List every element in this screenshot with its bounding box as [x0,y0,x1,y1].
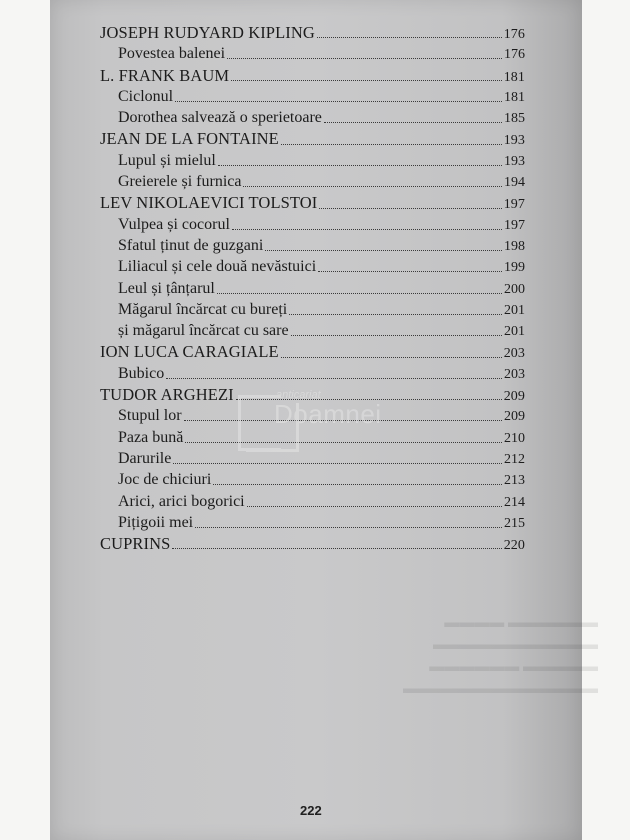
toc-author-entry [100,533,525,554]
dot-leader [195,523,502,528]
dot-leader [318,267,502,272]
dot-leader [281,353,502,358]
toc-entry-title: JEAN DE LA FONTAINE [100,129,279,149]
dot-leader [324,118,502,123]
dot-leader [243,182,502,187]
dot-leader [172,544,501,549]
toc-entry-page: 181 [503,69,525,85]
toc-story-entry [100,86,525,107]
toc-entry-page: 193 [504,153,525,169]
dot-leader [166,374,502,379]
toc-entry-title: ION LUCA CARAGIALE [100,342,279,362]
dot-leader [232,225,502,230]
dot-leader [317,33,502,38]
dot-leader [289,310,502,315]
toc-entry-title: Paza bună [118,428,184,446]
toc-entry-page: 209 [503,389,525,405]
toc-story-entry [100,150,525,171]
toc-entry-page: 185 [504,111,525,127]
dot-leader [281,140,502,145]
toc-entry-page: 200 [504,281,525,297]
toc-story-entry [100,469,525,490]
toc-story-entry [100,320,525,341]
dot-leader [265,246,502,251]
dot-leader [173,459,502,464]
dot-leader [218,161,502,166]
page-number: 222 [300,803,322,818]
toc-entry-page: 213 [504,473,525,489]
toc-story-entry [100,214,525,235]
toc-entry-page: 197 [504,217,525,233]
toc-entry-page: 194 [504,175,525,191]
toc-entry-page: 220 [503,538,525,554]
toc-story-entry [100,278,525,299]
toc-entry-page: 201 [504,324,525,340]
toc-entry-title: Dorothea salvează o sperietoare [118,109,322,127]
toc-entry-title: Lupul și mielul [118,151,216,169]
toc-entry-page: 203 [504,366,525,382]
dot-leader [213,480,502,485]
toc-entry-title: Sfatul ținut de guzgani [118,236,264,254]
dot-leader [175,97,502,102]
toc-entry-title: LEV NIKOLAEVICI TOLSTOI [100,193,318,213]
toc-entry-title: Arici, arici bogorici [118,492,245,510]
toc-story-entry [100,299,525,320]
toc-entry-title: Măgarul încărcat cu bureți [118,300,288,318]
toc-author-entry [100,128,525,149]
dot-leader [291,331,502,336]
toc-entry-page: 210 [504,430,525,446]
toc-entry-title: Bubico [118,364,165,382]
toc-entry-title: Darurile [118,449,172,467]
toc-author-entry [100,341,525,362]
toc-story-entry [100,235,525,256]
toc-entry-title: Liliacul și cele două nevăstuici [118,258,317,276]
dot-leader [227,54,502,59]
watermark-big-text: Doamnei [274,399,382,429]
toc-entry-title: Joc de chiciuri [118,471,212,489]
toc-entry-page: 209 [504,409,525,425]
toc-entry-title: JOSEPH RUDYARD KIPLING [100,23,315,42]
toc-entry-page: 176 [504,47,525,63]
toc-entry-title: Stupul lor [118,407,182,425]
toc-story-entry [100,107,525,128]
toc-entry-title: Povestea balenei [118,45,226,63]
toc-entry-title: și măgarul încărcat cu sare [118,322,289,340]
toc-entry-page: 199 [504,260,525,276]
toc-story-entry [100,256,525,277]
dot-leader [217,289,502,294]
show-through-text: ▬▬▬▬▬▬ ▬▬▬▬ ▬▬▬▬▬▬▬▬▬▬▬ ▬▬▬▬▬ ▬▬▬▬▬▬ ▬▬▬▬▬▬▬▬▬▬▬▬▬ [403,615,598,697]
toc-entry-page: 181 [504,89,525,105]
toc-entry-page: 214 [504,494,525,510]
toc-entry-title: TUDOR ARGHEZI [100,385,234,405]
toc-entry-page: 198 [504,238,525,254]
table-of-contents [100,22,525,554]
toc-entry-title: Greierele și furnica [118,173,242,191]
toc-author-entry [100,192,525,213]
toc-entry-title: Pițigoii mei [118,513,194,531]
watermark-small-text: anticariat [276,389,321,401]
toc-entry-page: 212 [504,451,525,467]
toc-story-entry [100,363,525,384]
toc-author-entry [100,22,525,43]
toc-story-entry [100,171,525,192]
dot-leader [319,204,501,209]
toc-entry-page: 176 [503,27,525,42]
toc-story-entry [100,512,525,533]
toc-entry-page: 193 [503,133,525,149]
toc-entry-title: L. FRANK BAUM [100,65,230,85]
dot-leader [231,76,501,81]
watermark-logo [238,385,418,455]
toc-entry-title: Leul și țânțarul [118,279,215,297]
toc-entry-page: 215 [504,515,525,531]
toc-entry-title: Ciclonul [118,87,174,105]
toc-author-entry [100,65,525,86]
toc-entry-title: Vulpea și cocorul [118,215,230,233]
toc-story-entry [100,43,525,64]
toc-entry-title: CUPRINS [100,534,171,554]
toc-entry-page: 201 [504,302,525,318]
toc-entry-page: 203 [503,346,525,362]
toc-story-entry [100,491,525,512]
toc-entry-page: 197 [503,197,525,213]
dot-leader [247,502,502,507]
